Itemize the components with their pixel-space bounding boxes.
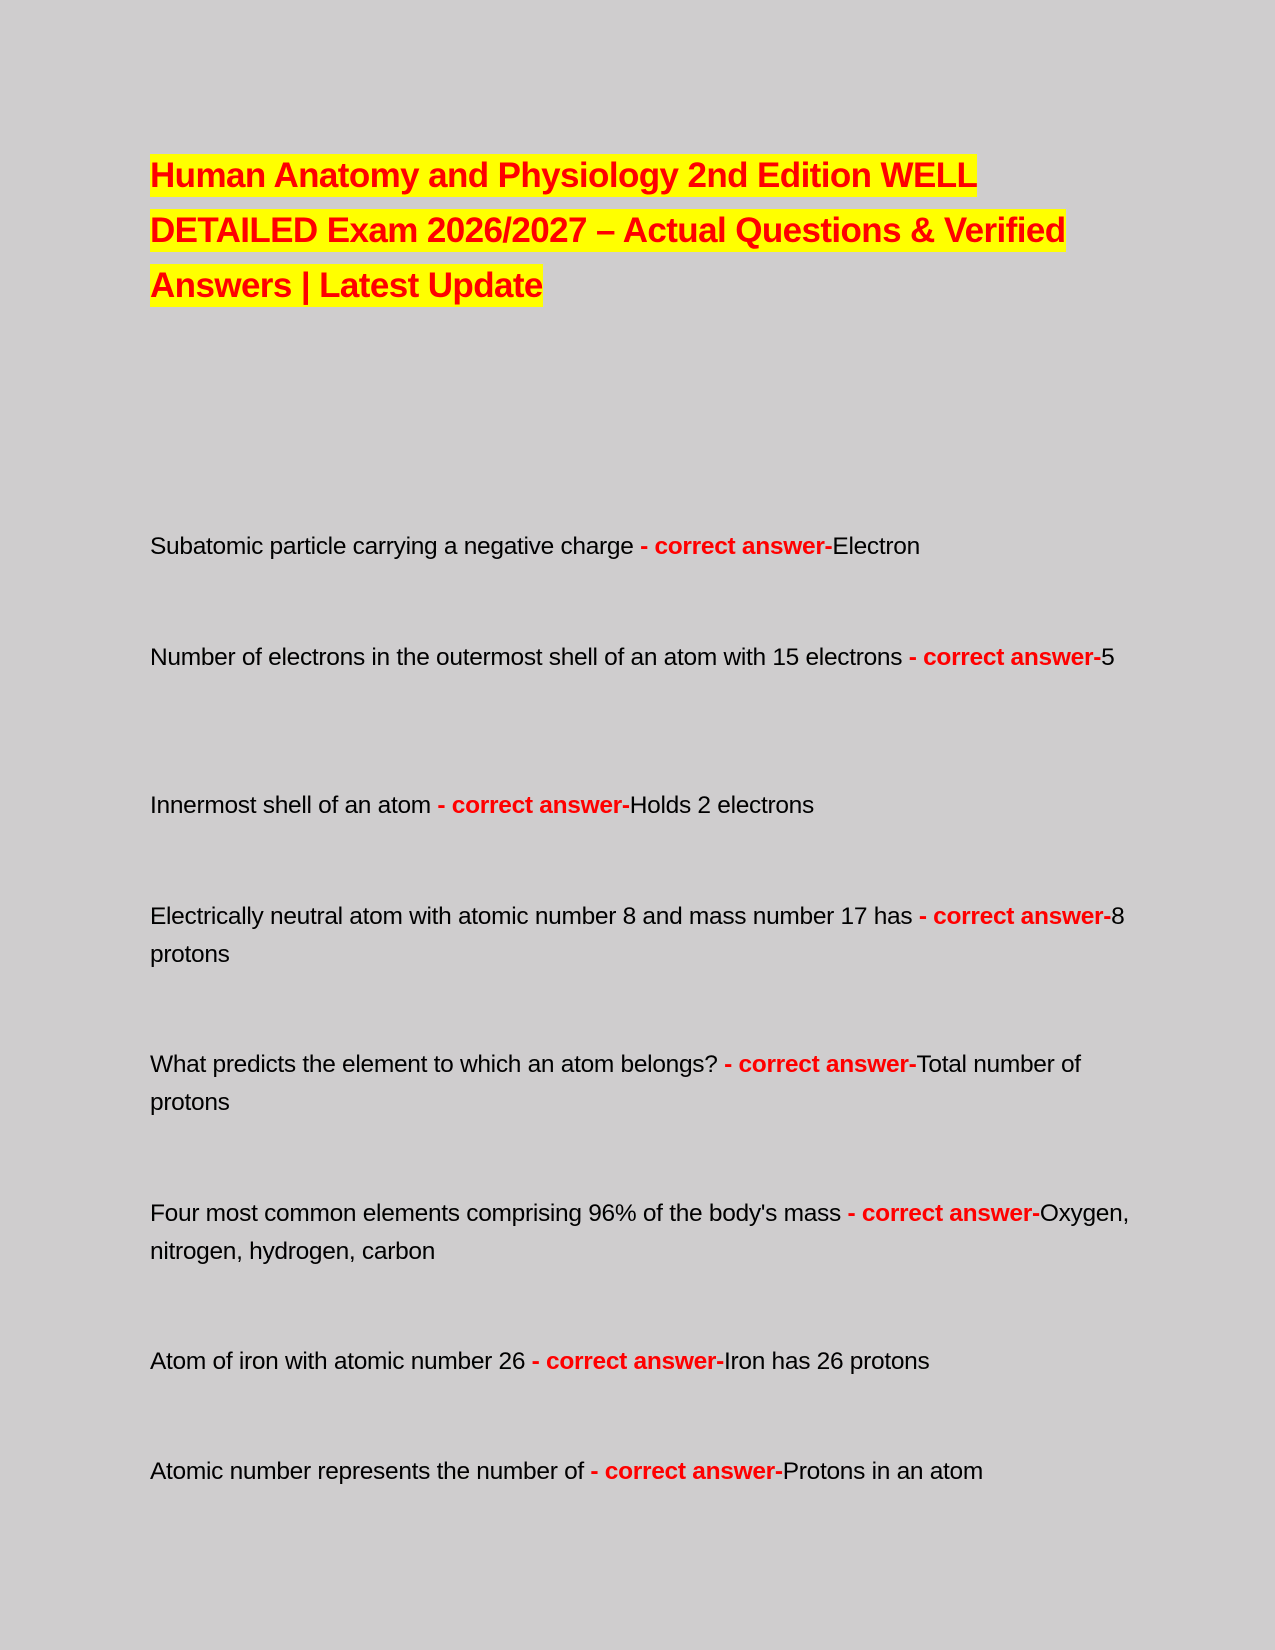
answer-marker: - correct answer- bbox=[847, 1200, 1040, 1227]
answer-marker: - correct answer- bbox=[590, 1458, 783, 1485]
answer-text: Holds 2 electrons bbox=[629, 792, 814, 819]
answer-marker: - correct answer- bbox=[531, 1348, 725, 1375]
qa-item bbox=[150, 1195, 1130, 1271]
answer-marker: - correct answer- bbox=[918, 903, 1112, 930]
document-title: Human Anatomy and Physiology 2nd Edition WELL DETAILED Exam 2026/2027 – Actual Questions & Verified Answers | Latest Update bbox=[150, 156, 1066, 305]
answer-text: Iron has 26 protons bbox=[724, 1348, 930, 1375]
answer-marker: - correct answer- bbox=[437, 792, 630, 819]
answer-text: 5 bbox=[1101, 644, 1115, 671]
question-text: Atomic number represents the number of bbox=[150, 1458, 591, 1485]
qa-item bbox=[150, 639, 1130, 677]
question-text: What predicts the element to which an atom belongs? bbox=[150, 1051, 725, 1078]
document-header bbox=[150, 148, 1130, 313]
question-text: Four most common elements comprising 96% of the body's mass bbox=[150, 1200, 848, 1227]
question-text: Number of electrons in the outermost shell of an atom with 15 electrons bbox=[150, 644, 909, 671]
question-text: Innermost shell of an atom bbox=[150, 792, 438, 819]
answer-text: Total number of protons bbox=[150, 1051, 1081, 1116]
qa-item bbox=[150, 1343, 1130, 1381]
question-text: Subatomic particle carrying a negative charge bbox=[150, 533, 641, 560]
answer-text: 8 protons bbox=[150, 903, 1125, 968]
qa-item bbox=[150, 787, 1130, 825]
answer-text: Oxygen, nitrogen, hydrogen, carbon bbox=[150, 1200, 1129, 1265]
answer-text: Protons in an atom bbox=[782, 1458, 983, 1485]
answer-marker: - correct answer- bbox=[724, 1051, 917, 1078]
answer-marker: - correct answer- bbox=[640, 533, 833, 560]
question-text: Electrically neutral atom with atomic number 8 and mass number 17 has bbox=[150, 903, 919, 930]
qa-item bbox=[150, 528, 1130, 566]
qa-item bbox=[150, 898, 1130, 974]
question-text: Atom of iron with atomic number 26 bbox=[150, 1348, 532, 1375]
answer-marker: - correct answer- bbox=[908, 644, 1102, 671]
answer-text: Electron bbox=[832, 533, 920, 560]
qa-item bbox=[150, 1453, 1130, 1491]
qa-item bbox=[150, 1046, 1130, 1122]
